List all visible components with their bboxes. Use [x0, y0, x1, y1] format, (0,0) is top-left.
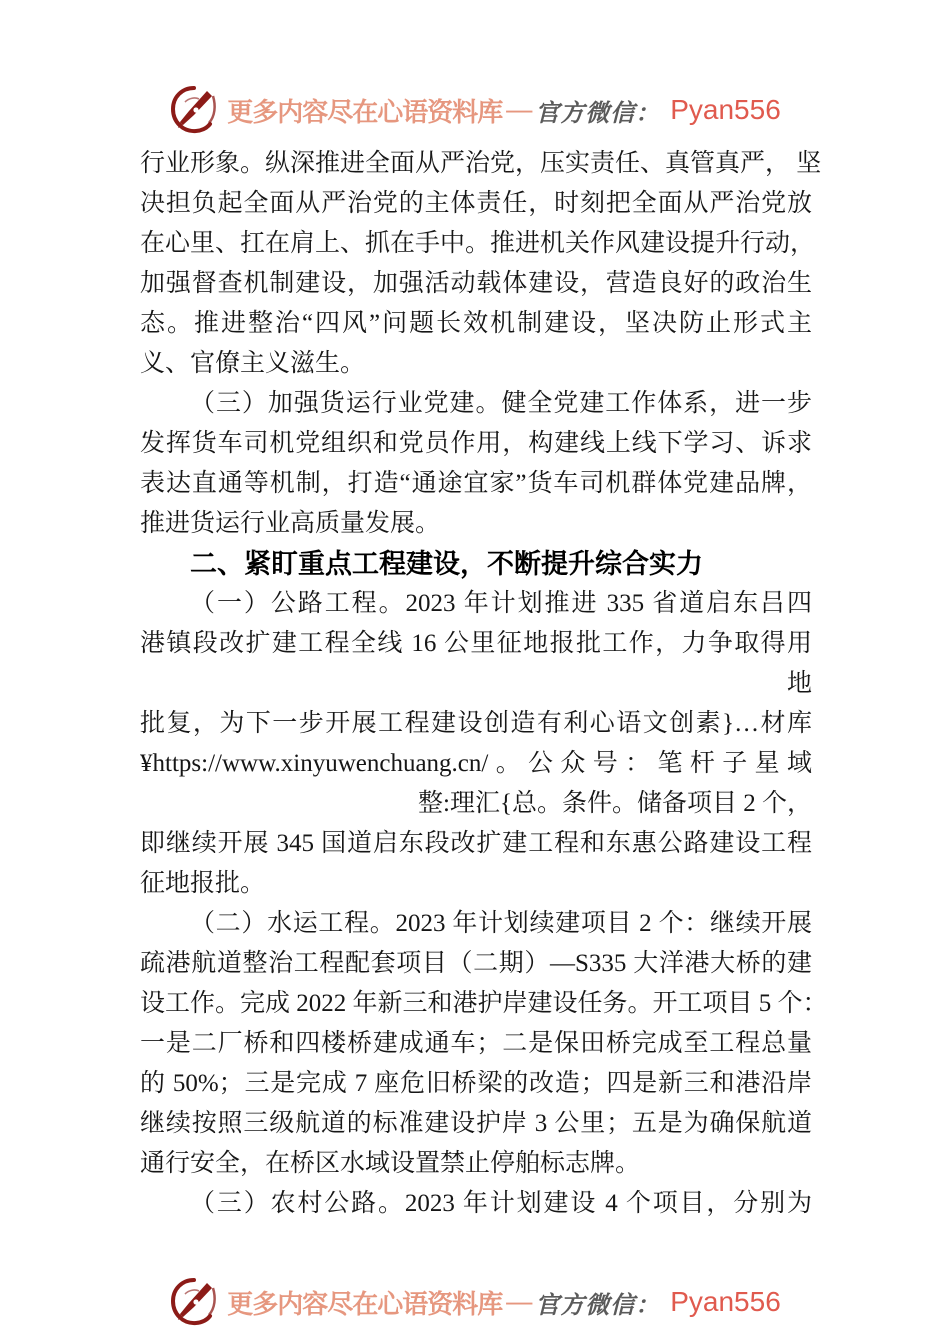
section-heading: 二、紧盯重点工程建设，不断提升综合实力	[190, 549, 703, 579]
text-line: 即继续开展 345 国道启东段改扩建工程和东惠公路建设工程	[140, 830, 812, 857]
text-line: 的 50%；三是完成 7 座危旧桥梁的改造；四是新三和港沿岸	[140, 1070, 812, 1097]
text-line: 发挥货车司机党组织和党员作用，构建线上线下学习、诉求	[140, 430, 812, 457]
text-line: （二）水运工程。2023 年计划续建项目 2 个：继续开展	[190, 910, 812, 937]
wechat-label: 官方微信：	[535, 1289, 661, 1319]
text-line: （三）农村公路。2023 年计划建设 4 个项目，分别为	[190, 1190, 812, 1217]
text-line: 整:理汇{总。条件。储备项目 2 个，	[418, 790, 812, 817]
document-body	[140, 144, 828, 1224]
text-line: 义、官僚主义滋生。	[140, 350, 366, 377]
watermark-brand-text: 更多内容尽在心语资料库	[227, 97, 503, 127]
watermark-brand-text: 更多内容尽在心语资料库	[227, 1289, 503, 1319]
text-line: 行业形象。纵深推进全面从严治党，压实责任、真管真严， 坚	[140, 150, 822, 177]
text-line: 通行安全，在桥区水域设置禁止停舶标志牌。	[140, 1150, 641, 1177]
text-line: （一）公路工程。2023 年计划推进 335 省道启东吕四	[190, 590, 812, 617]
text-line: 港镇段改扩建工程全线 16 公里征地报批工作，力争取得用	[140, 630, 812, 657]
text-line: 一是二厂桥和四楼桥建成通车；二是保田桥完成至工程总量	[140, 1030, 812, 1057]
text-line: ¥https://www.xinyuwenchuang.cn/。公众号：笔杆子星域	[140, 750, 812, 777]
text-line: 疏港航道整治工程配套项目（二期）—S335 大洋港大桥的建	[140, 950, 812, 977]
text-line: 征地报批。	[140, 870, 266, 897]
wechat-label: 官方微信：	[535, 97, 661, 127]
watermark-dash: —	[506, 1287, 532, 1316]
wechat-id: Pyan556	[670, 1286, 781, 1317]
brand-logo-icon	[169, 1276, 219, 1328]
footer-watermark	[0, 1276, 950, 1328]
text-line: 态。推进整治“四风”问题长效机制建设，坚决防止形式主	[140, 310, 812, 337]
text-line: 设工作。完成 2022 年新三和港护岸建设任务。开工项目 5 个：	[140, 990, 828, 1017]
text-line: 批复，为下一步开展工程建设创造有利心语文创素}…材库	[140, 710, 812, 737]
text-line: 地	[786, 670, 812, 697]
wechat-id: Pyan556	[670, 94, 781, 125]
header-watermark	[0, 84, 950, 136]
text-line: 在心里、扛在肩上、抓在手中。推进机关作风建设提升行动，	[140, 230, 816, 257]
brand-logo-icon	[169, 84, 219, 136]
text-line: 加强督查机制建设，加强活动载体建设，营造良好的政治生	[140, 270, 812, 297]
text-line: 继续按照三级航道的标准建设护岸 3 公里；五是为确保航道	[140, 1110, 812, 1137]
text-line: 表达直通等机制，打造“通途宜家”货车司机群体党建品牌，	[140, 470, 812, 497]
text-line: （三）加强货运行业党建。健全党建工作体系，进一步	[190, 390, 812, 417]
text-line: 决担负起全面从严治党的主体责任，时刻把全面从严治党放	[140, 190, 812, 217]
text-line: 推进货运行业高质量发展。	[140, 510, 441, 537]
watermark-dash: —	[506, 95, 532, 124]
